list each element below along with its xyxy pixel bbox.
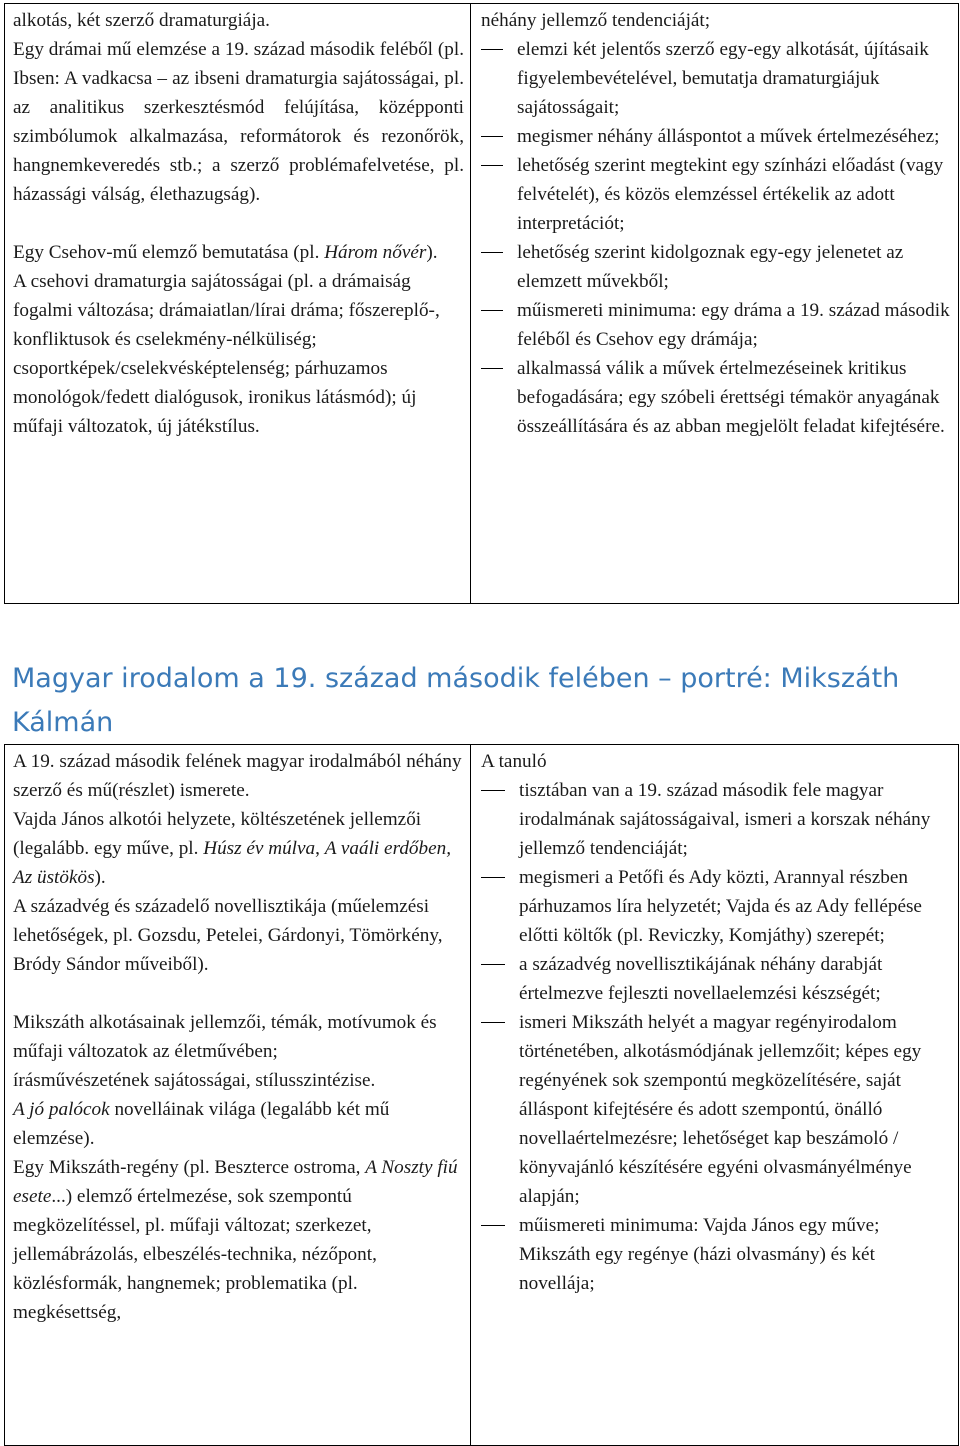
outcomes-list: [481, 776, 952, 1298]
paragraph: Egy Csehov-mű elemző bemutatása (pl. Három nővér).: [13, 242, 438, 263]
paragraph: Egy Mikszáth-regény (pl. Beszterce ostroma, A Noszty fiú esete...) elemző értelmezése, sok szempontú megközelítéssel, pl. műfaji változat; szerkezet, jellemábrázolás, elbeszélés-technika, nézőpont, közlésformák, hangnemek; problematika (pl. megkésettség,: [13, 1157, 458, 1323]
paragraph: írásművészetének sajátosságai, stílusszintézise.: [13, 1070, 376, 1091]
list-item: elemzi két jelentős szerző egy-egy alkotását, újításaik figyelembevételével, bemutatja dramaturgiájuk sajátosságait;: [481, 35, 952, 122]
work-title: Húsz év múlva: [203, 838, 316, 859]
paragraph: A 19. század második felének magyar irodalmából néhány szerző és mű(részlet) ismerete.: [13, 751, 462, 801]
paragraph: Vajda János alkotói helyzete, költészetének jellemzői (legalább. egy műve, pl. Húsz év múlva, A vaáli erdőben, Az üstökös).: [13, 809, 452, 888]
paragraph: A századvég és századelő novellisztikája (műelemzési lehetőségek, pl. Gozsdu, Petelei, Gárdonyi, Tömörkény, Bródy Sándor műveiből).: [13, 896, 443, 975]
list-item: műismereti minimuma: egy dráma a 19. század második feléből és Csehov egy drámája;: [481, 296, 952, 354]
content-column: [5, 4, 471, 604]
work-title: A vaáli erdőben, Az üstökös: [13, 838, 452, 888]
content-column: [5, 745, 471, 1446]
paragraph: Mikszáth alkotásainak jellemzői, témák, motívumok és műfaji változatok az életművében;: [13, 1012, 437, 1062]
list-item: alkalmassá válik a művek értelmezéseinek kritikus befogadására; egy szóbeli érettségi témakör anyagának összeállítására és az abban megjelölt feladat kifejtésére.: [481, 354, 952, 441]
list-item: műismereti minimuma: Vajda János egy műve; Mikszáth egy regénye (házi olvasmány) és két novellája;: [481, 1211, 952, 1298]
section-heading: Magyar irodalom a 19. század második felében – portré: Mikszáth Kálmán: [12, 663, 900, 738]
outcomes-column: [471, 745, 959, 1446]
list-item: megismer néhány álláspontot a művek értelmezéséhez;: [481, 122, 952, 151]
outcomes-column: [471, 4, 959, 604]
paragraph: Egy drámai mű elemzése a 19. század második feléből (pl. Ibsen: A vadkacsa – az ibseni dramaturgia sajátosságai, pl. az analitikus szerkesztésmód felújítása, középponti szimbólumok alkalmazása, reformátorok és rezonőrök, hangnemkeveredés stb.; a szerző problémafelvetése, pl. házassági válság, élethazugság).: [13, 39, 464, 205]
paragraph: alkotás, két szerző dramaturgiája.: [13, 10, 270, 31]
work-title: A jó palócok: [13, 1099, 110, 1120]
curriculum-table-top: [4, 3, 959, 604]
work-title: A Noszty fiú esete: [13, 1157, 458, 1207]
list-item: tisztában van a 19. század második fele magyar irodalmának sajátosságaival, ismeri a korszak néhány jellemző tendenciáját;: [481, 776, 952, 863]
paragraph: A tanuló: [481, 751, 547, 772]
work-title: Három nővér: [324, 242, 427, 263]
paragraph: A csehovi dramaturgia sajátosságai (pl. a drámaiság fogalmi változása; drámaiatlan/lírai dráma; főszereplő-, konfliktusok és cselekmény-nélküliség; csoportképek/cselekvésképtelenség; párhuzamos monológok/fedett dialógusok, ironikus látásmód); új műfaji változatok, új játékstílus.: [13, 271, 440, 437]
paragraph: néhány jellemző tendenciáját;: [481, 10, 711, 31]
list-item: megismeri a Petőfi és Ady közti, Arannyal részben párhuzamos líra helyzetét; Vajda és az Ady fellépése előtti költők (pl. Reviczky, Komjáthy) szerepét;: [481, 863, 952, 950]
list-item: lehetőség szerint kidolgoznak egy-egy jelenetet az elemzett művekből;: [481, 238, 952, 296]
outcomes-list: [481, 35, 952, 441]
list-item: a századvég novellisztikájának néhány darabját értelmezve fejleszti novellaelemzési készségét;: [481, 950, 952, 1008]
list-item: lehetőség szerint megtekint egy színházi előadást (vagy felvételét), és közös elemzéssel értékelik az adott interpretációt;: [481, 151, 952, 238]
list-item: ismeri Mikszáth helyét a magyar regényirodalom történetében, alkotásmódjának jellemzőit; képes egy regényének sok szempontú megközelítésére, saját álláspont kifejtésére és adott szempontú, önálló novellaértelmezésre; lehetőséget kap beszámoló / könyvajánló készítésére egyéni olvasmányélménye alapján;: [481, 1008, 952, 1211]
curriculum-table-bottom: [4, 744, 959, 1446]
paragraph: A jó palócok novelláinak világa (legalább két mű elemzése).: [13, 1099, 390, 1149]
